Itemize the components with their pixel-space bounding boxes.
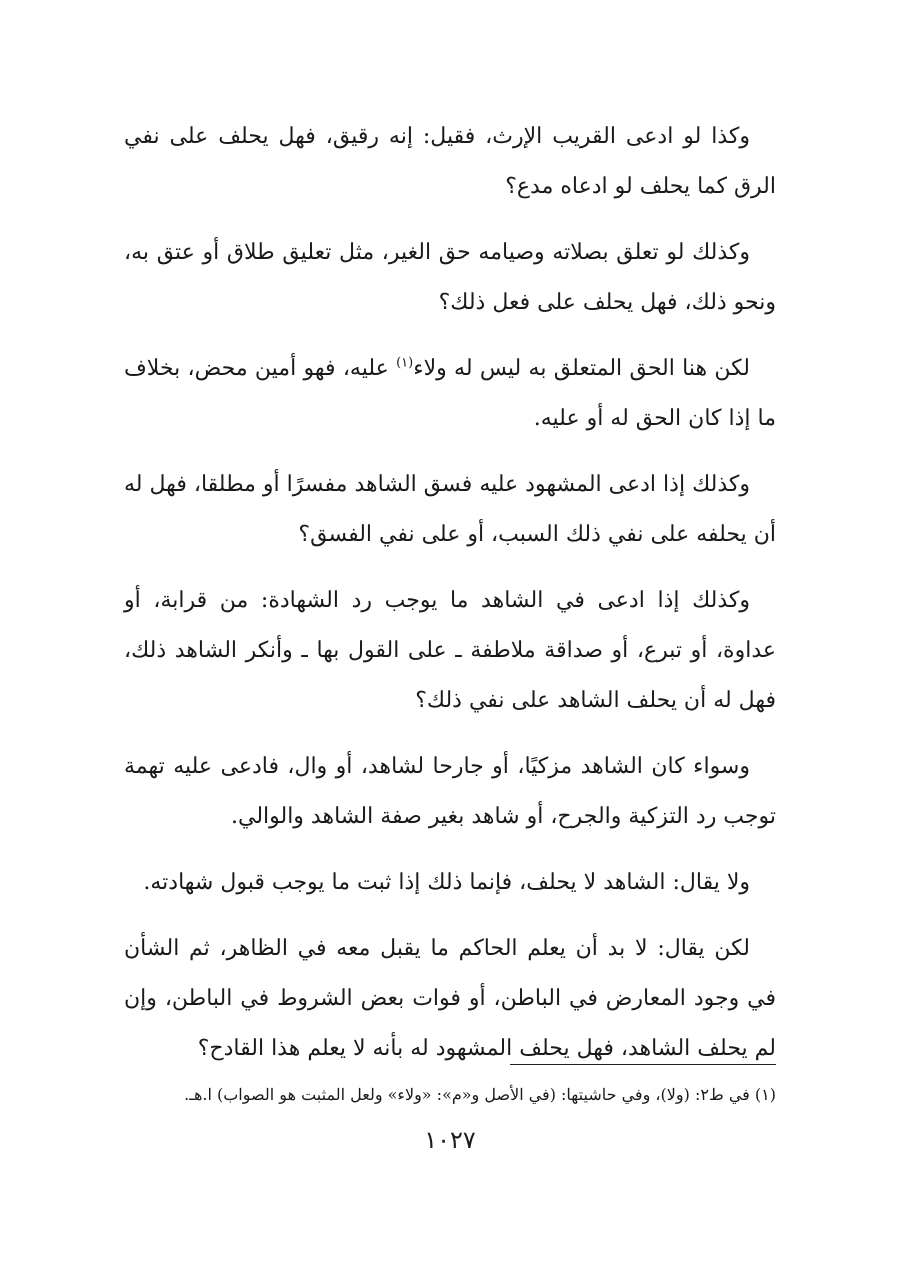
paragraph-2: وكذلك لو تعلق بصلاته وصيامه حق الغير، مثل تعليق طلاق أو عتق به، ونحو ذلك، فهل يحلف على فعل ذلك؟ — [124, 240, 776, 315]
paragraph-5: وكذلك إذا ادعى في الشاهد ما يوجب رد الشهادة: من قرابة، أو عداوة، أو تبرع، أو صداقة ملاطفة ـ على القول بها ـ وأنكر الشاهد ذلك، فهل له أن يحلف الشاهد على نفي ذلك؟ — [124, 588, 776, 713]
paragraph-4: وكذلك إذا ادعى المشهود عليه فسق الشاهد مفسرًا أو مطلقا، فهل له أن يحلفه على نفي ذلك السبب، أو على نفي الفسق؟ — [124, 472, 776, 547]
page-body — [124, 112, 776, 1090]
page-number: ١٠٢٧ — [424, 1126, 476, 1154]
paragraph-1: وكذا لو ادعى القريب الإرث، فقيل: إنه رقيق، فهل يحلف على نفي الرق كما يحلف لو ادعاه مدع؟ — [124, 124, 776, 199]
paragraph-3-text-before: لكن هنا الحق المتعلق به ليس له ولاء — [413, 356, 750, 381]
paragraph-6: وسواء كان الشاهد مزكيًا، أو جارحا لشاهد، أو وال، فادعى عليه تهمة توجب رد التزكية والجرح، أو شاهد بغير صفة الشاهد والوالي. — [124, 754, 776, 829]
footnote-reference: (١) — [396, 355, 414, 371]
footnote-divider — [510, 1064, 776, 1065]
paragraph-8: لكن يقال: لا بد أن يعلم الحاكم ما يقبل معه في الظاهر، ثم الشأن في وجود المعارض في الباطن، أو فوات بعض الشروط في الباطن، وإن لم يحلف الشاهد، فهل يحلف المشهود له بأنه لا يعلم هذا القادح؟ — [124, 936, 776, 1061]
paragraph-3-text-after: عليه، فهو أمين محض، بخلاف ما إذا كان الحق له أو عليه. — [124, 356, 776, 431]
paragraph-7: ولا يقال: الشاهد لا يحلف، فإنما ذلك إذا ثبت ما يوجب قبول شهادته. — [143, 870, 750, 895]
paragraph-3 — [124, 344, 776, 444]
footnote: (١) في ط٢: (ولا)، وفي حاشيتها: (في الأصل و«م»: «ولاء» ولعل المثبت هو الصواب) ا.هـ. — [184, 1085, 776, 1104]
